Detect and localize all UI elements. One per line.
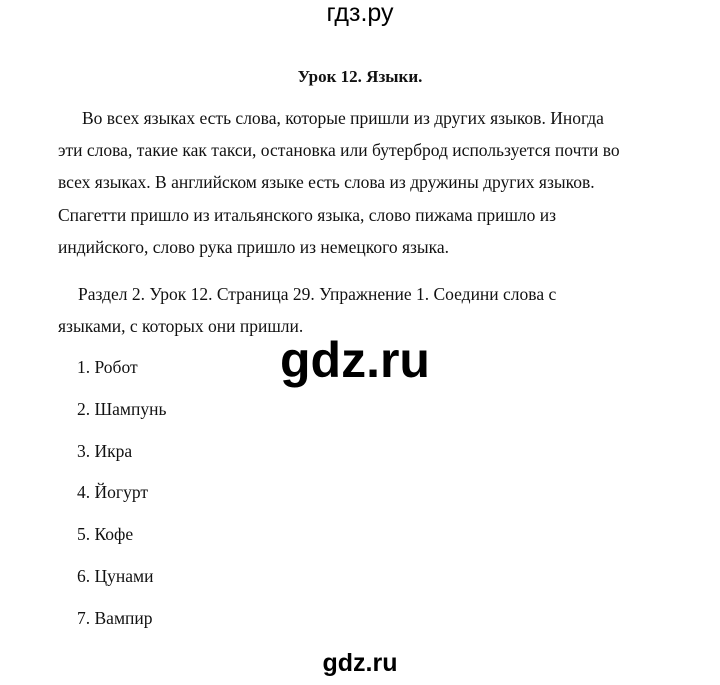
list-item: 1. Робот	[77, 357, 138, 377]
intro-line: эти слова, такие как такси, остановка или бутерброд используется почти во	[58, 140, 620, 161]
list-item: 5. Кофе	[77, 524, 134, 545]
list-item: 4. Йогурт	[77, 482, 148, 503]
exercise-line: Раздел 2. Урок 12. Страница 29. Упражнение 1. Соедини слова с	[78, 284, 557, 304]
watermark-middle: gdz.ru	[280, 332, 430, 388]
word-list	[77, 353, 166, 646]
site-footer-logo[interactable]: gdz.ru	[322, 649, 398, 677]
list-item: 3. Икра	[77, 440, 133, 461]
intro-line: индийского, слово рука пришло из немецкого языка.	[58, 236, 450, 257]
intro-line: Во всех языках есть слова, которые пришли из других языков. Иногда	[82, 108, 604, 128]
list-item: 6. Цунами	[77, 565, 154, 586]
list-item: 7. Вампир	[77, 607, 153, 628]
intro-line: всех языках. В английском языке есть слова из дружины других языков.	[58, 172, 595, 193]
exercise-line: языками, с которых они пришли.	[58, 316, 304, 337]
intro-line: Спагетти пришло из итальянского языка, слово пижама пришло из	[58, 204, 557, 225]
intro-paragraph	[58, 102, 678, 263]
list-item: 2. Шампунь	[77, 398, 167, 419]
page-title: Урок 12. Языки.	[297, 67, 423, 86]
site-header-logo[interactable]: гдз.ру	[326, 0, 394, 27]
